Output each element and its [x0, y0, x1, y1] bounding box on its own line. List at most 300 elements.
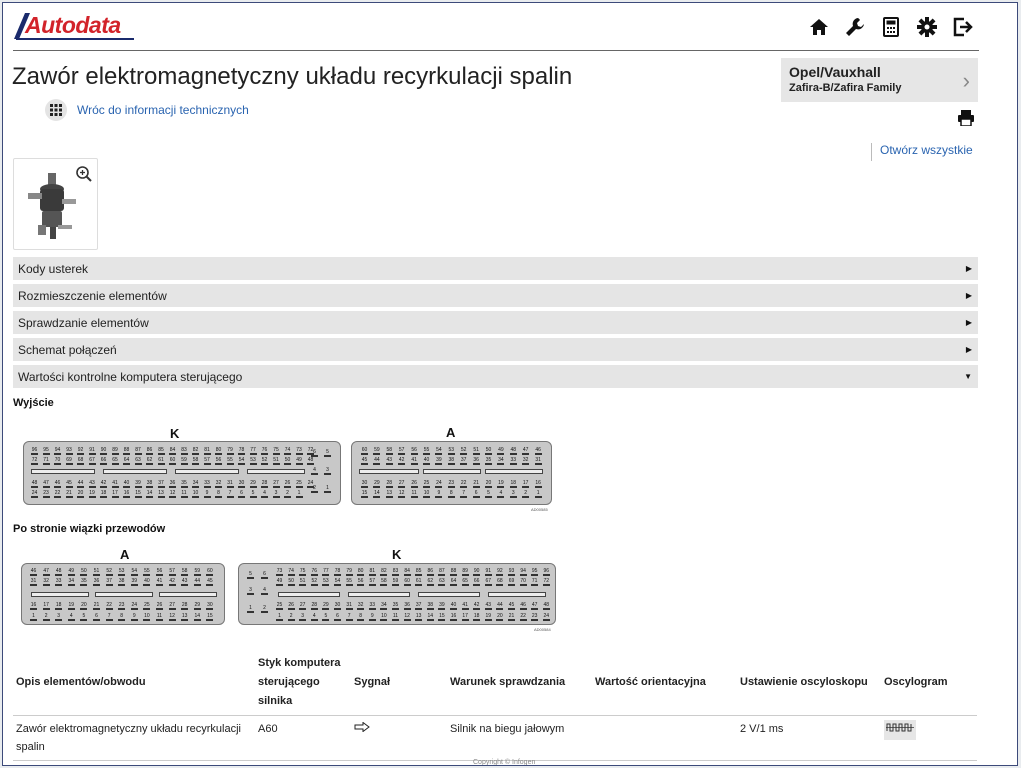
connector-pin: 10 [423, 490, 430, 496]
connector-pin: 44 [497, 602, 503, 608]
column-header: Warunek sprawdzania [447, 650, 592, 716]
home-icon[interactable] [805, 13, 833, 41]
waveform-icon[interactable] [884, 720, 916, 740]
connector-pin: 27 [273, 480, 279, 486]
connector-pin: 42 [100, 480, 107, 486]
connector-pin: 62 [146, 457, 153, 463]
connector-pin: 37 [415, 602, 422, 608]
connector-pin: 72 [543, 578, 550, 584]
connector-pin: 32 [357, 602, 364, 608]
connector-pin: 54 [436, 447, 442, 453]
connector-pin: 39 [131, 578, 138, 584]
accordion-ecu-values[interactable] [13, 365, 978, 388]
connector-pin: 10 [381, 613, 387, 619]
connector-pin: 60 [404, 578, 410, 584]
connector-pin: 42 [169, 578, 175, 584]
connector-pin: 71 [531, 578, 538, 584]
connector-pin: 57 [369, 578, 376, 584]
accordion-fault-codes[interactable] [13, 257, 978, 280]
connector-pin: 54 [131, 568, 138, 574]
connector-pin: 82 [381, 568, 387, 574]
connector-pin: 26 [284, 480, 291, 486]
connector-pin: 62 [427, 578, 434, 584]
connector-pin: 40 [450, 602, 457, 608]
connector-label: A [120, 547, 130, 562]
connector-pin: 6 [472, 490, 481, 496]
connector-pin: 91 [485, 568, 492, 574]
connector-pin: 25 [296, 480, 302, 486]
connector-pin: 49 [498, 447, 504, 453]
connector-pin: 73 [276, 568, 283, 574]
vehicle-selector[interactable] [781, 58, 978, 102]
connector-pin: 20 [485, 480, 492, 486]
connector-pin: 50 [485, 447, 492, 453]
connector-pin: 12 [404, 613, 410, 619]
connector-pin: 15 [207, 613, 213, 619]
connector-pin: 13 [386, 490, 393, 496]
connector-pin: 86 [427, 568, 434, 574]
connector-pin: 27 [169, 602, 175, 608]
connector-pin: 12 [169, 490, 176, 496]
connector-pin: 16 [535, 480, 541, 486]
accordion-label: Kody usterek [18, 261, 89, 276]
accordion-label: Sprawdzanie elementów [18, 315, 149, 330]
table-row [13, 716, 977, 761]
connector-pin: 37 [158, 480, 164, 486]
connector-pin: 69 [66, 457, 72, 463]
connector-pin: 2 [287, 613, 296, 619]
connector-pin: 10 [192, 490, 199, 496]
connector-pin: 38 [118, 578, 125, 584]
connector-pin: 68 [497, 578, 503, 584]
print-icon[interactable] [957, 110, 975, 126]
cell-pin: A60 [255, 716, 351, 761]
connector-pin: 3 [298, 613, 307, 619]
connector-pin: 17 [43, 602, 49, 608]
connector-pin: 14 [194, 613, 201, 619]
connector-pin: 11 [392, 613, 399, 619]
connector-pin: 76 [311, 568, 318, 574]
connector-pin: 18 [55, 602, 62, 608]
connector-pin: 2 [521, 490, 530, 496]
connector-pin: 63 [439, 578, 445, 584]
connector-pin: 3 [323, 467, 332, 473]
caret-down-icon: ▼ [964, 372, 972, 381]
connector-pin: 61 [415, 578, 422, 584]
connector-pin: 11 [411, 490, 417, 496]
connector-pin: 49 [276, 578, 283, 584]
connector-pin: 1 [29, 613, 38, 619]
connector-pin: 31 [346, 602, 352, 608]
connector-pin: 58 [192, 457, 199, 463]
connector-pin: 78 [238, 447, 245, 453]
logo-text: Autodata [25, 12, 121, 38]
connector-pin: 39 [135, 480, 141, 486]
vehicle-model: Zafira-B/Zafira Family [789, 82, 902, 94]
connector-pin: 87 [135, 447, 141, 453]
connector-pin: 39 [436, 457, 442, 463]
connector-pin: 73 [296, 447, 302, 453]
connector-pin: 55 [144, 568, 150, 574]
connector-pin: 45 [66, 480, 72, 486]
connector-pin: 2 [310, 485, 319, 491]
logo-underline [16, 37, 134, 41]
connector-pin: 11 [156, 613, 163, 619]
connector-pin: 25 [423, 480, 430, 486]
connector-pin: 32 [522, 457, 529, 463]
connector-pin: 47 [522, 447, 529, 453]
connector-diagram-a-output [351, 423, 561, 515]
connector-pin: 89 [462, 568, 468, 574]
connector-pin: 54 [334, 578, 341, 584]
connector-pin: 80 [215, 447, 222, 453]
connector-pin: 6 [260, 571, 269, 577]
connector-pin: 58 [386, 447, 393, 453]
connector-pin: 43 [181, 578, 188, 584]
connector-pin: 26 [156, 602, 163, 608]
connector-pin: 39 [439, 602, 445, 608]
connector-pin: 17 [522, 480, 529, 486]
connector-pin: 2 [283, 490, 292, 496]
connector-pin: 35 [485, 457, 492, 463]
connector-slot [359, 469, 419, 474]
connector-pin: 9 [203, 490, 212, 496]
connector-pin: 60 [169, 457, 176, 463]
caret-right-icon: ▶ [965, 291, 972, 300]
connector-pin: 7 [459, 490, 468, 496]
caret-right-icon: ▶ [965, 345, 972, 354]
connector-pin: 59 [374, 447, 380, 453]
connector-pin: 68 [77, 457, 84, 463]
connector-pin: 21 [93, 602, 100, 608]
gear-icon[interactable] [913, 13, 941, 41]
connector-pin: 11 [181, 490, 187, 496]
connector-pin: 50 [81, 568, 87, 574]
connector-pin: 60 [207, 568, 213, 574]
connector-pin: 56 [215, 457, 222, 463]
connector-pin: 82 [192, 447, 199, 453]
connector-pin: 24 [307, 480, 314, 486]
connector-pin: 34 [498, 457, 504, 463]
connector-pin: 20 [497, 613, 503, 619]
connector-pin: 35 [392, 602, 399, 608]
connector-pin: 30 [238, 480, 245, 486]
connector-pin: 77 [323, 568, 329, 574]
connector-pin: 78 [334, 568, 341, 574]
connector-pin: 10 [144, 613, 150, 619]
connector-pin: 28 [181, 602, 188, 608]
connector-pin: 3 [54, 613, 63, 619]
connector-pin: 33 [204, 480, 210, 486]
connector-label: K [392, 547, 402, 562]
connector-pin: 75 [273, 447, 279, 453]
connector-pin: 16 [30, 602, 37, 608]
connector-pin: 8 [214, 490, 223, 496]
connector-pin: 38 [427, 602, 434, 608]
connector-pin: 35 [81, 578, 87, 584]
column-header: Styk komputera sterującego silnika [255, 650, 351, 716]
connector-pin: 41 [411, 457, 417, 463]
logout-icon[interactable] [949, 13, 977, 41]
cell-scope: 2 V/1 ms [737, 716, 881, 761]
connector-pin: 6 [92, 613, 101, 619]
connector-pin: 88 [123, 447, 130, 453]
connector-pin: 44 [374, 457, 380, 463]
ecu-values-table [13, 650, 977, 761]
connector-pin: 5 [323, 449, 332, 455]
column-header: Oscylogram [881, 650, 977, 716]
connector-pin: 41 [156, 578, 163, 584]
connector-pin: 20 [81, 602, 87, 608]
connector-pin: 34 [381, 602, 387, 608]
connector-pin: 23 [531, 613, 538, 619]
connector-pin: 31 [30, 578, 37, 584]
connector-pin: 38 [448, 457, 455, 463]
connector-pin: 79 [227, 447, 233, 453]
open-all-link[interactable]: Otwórz wszystkie [871, 143, 973, 161]
connector-pin: 58 [181, 568, 188, 574]
connector-pin: 57 [204, 457, 210, 463]
connector-pin: 70 [520, 578, 526, 584]
connector-pin: 5 [484, 490, 493, 496]
connector-pin: 92 [497, 568, 503, 574]
connector-pin: 2 [42, 613, 51, 619]
connector-pin: 4 [260, 490, 269, 496]
connector-pin: 19 [89, 490, 95, 496]
connector-pin: 74 [284, 447, 291, 453]
connector-pin: 56 [156, 568, 163, 574]
connector-pin: 63 [135, 457, 141, 463]
connector-pin: 57 [398, 447, 405, 453]
caret-right-icon: ▶ [965, 264, 972, 273]
connector-pin: 1 [275, 613, 284, 619]
connector-pin: 21 [66, 490, 72, 496]
connector-slot [31, 469, 95, 474]
connector-pin: 4 [67, 613, 76, 619]
connector-pin: 4 [260, 587, 269, 593]
connector-pin: 43 [89, 480, 95, 486]
connector-pin: 44 [194, 578, 201, 584]
connector-pin: 26 [288, 602, 294, 608]
connector-slot [423, 469, 481, 474]
connector-pin: 74 [288, 568, 294, 574]
accordion-label: Rozmieszczenie elementów [18, 288, 167, 303]
column-header: Ustawienie oscyloskopu [737, 650, 881, 716]
accordion-component-testing[interactable] [13, 311, 978, 334]
connector-pin: 38 [146, 480, 153, 486]
zoom-in-icon[interactable] [75, 165, 93, 183]
vehicle-make: Opel/Vauxhall [789, 64, 881, 80]
connector-pin: 14 [146, 490, 153, 496]
connector-pin: 50 [288, 578, 294, 584]
connector-pin: 4 [310, 467, 319, 473]
wrench-icon[interactable] [841, 13, 869, 41]
connector-pin: 45 [207, 578, 213, 584]
connector-pin: 89 [112, 447, 118, 453]
connector-pin: 55 [346, 578, 352, 584]
arrow-right-icon [354, 722, 370, 732]
connector-slot [31, 592, 89, 597]
connector-pin: 14 [374, 490, 380, 496]
component-thumbnail[interactable] [13, 158, 98, 250]
connector-pin: 26 [411, 480, 417, 486]
connector-pin: 36 [93, 578, 100, 584]
connector-pin: 12 [398, 490, 405, 496]
connector-pin: 2 [260, 605, 269, 611]
connector-pin: 24 [131, 602, 138, 608]
connector-pin: 29 [250, 480, 256, 486]
connector-pin: 8 [356, 613, 365, 619]
connector-pin: 5 [249, 490, 258, 496]
connector-pin: 66 [473, 578, 480, 584]
connector-pin: 48 [31, 480, 38, 486]
connector-slot [247, 469, 305, 474]
connector-pin: 49 [68, 568, 75, 574]
connector-pin: 29 [374, 480, 380, 486]
connector-pin: 18 [100, 490, 107, 496]
connector-pin: 5 [321, 613, 330, 619]
accordion-wiring-diagram[interactable] [13, 338, 978, 361]
connector-pin: 29 [194, 602, 201, 608]
connector-pin: 56 [357, 578, 364, 584]
connector-pin: 36 [473, 457, 479, 463]
connector-pin: 64 [450, 578, 457, 584]
connector-pin: 46 [30, 568, 37, 574]
connector-pin: 19 [68, 602, 75, 608]
connector-pin: 37 [460, 457, 467, 463]
connector-pin: 94 [520, 568, 526, 574]
cell-condition: Silnik na biegu jałowym [447, 716, 592, 761]
connector-pin: 86 [146, 447, 153, 453]
connector-pin: 7 [345, 613, 354, 619]
copyright: Copyright © Infogen [473, 759, 536, 766]
cell-waveform [881, 716, 977, 761]
connector-pin: 13 [415, 613, 422, 619]
connector-pin: 67 [89, 457, 95, 463]
connector-pin: 7 [226, 490, 235, 496]
connector-pin: 17 [462, 613, 468, 619]
connector-pin: 8 [447, 490, 456, 496]
connector-pin: 67 [485, 578, 492, 584]
connector-pin: 43 [485, 602, 492, 608]
connector-pin: 19 [498, 480, 504, 486]
connector-pin: 76 [261, 447, 268, 453]
connector-pin: 34 [68, 578, 75, 584]
connector-slot [488, 592, 546, 597]
connector-pin: 23 [43, 490, 49, 496]
page-title: Zawór elektromagnetyczny układu recyrkulacji spalin [12, 63, 573, 90]
connector-pin: 53 [250, 457, 256, 463]
connector-pin: 32 [215, 480, 222, 486]
connector-pin: 3 [246, 587, 255, 593]
connector-pin: 53 [323, 578, 329, 584]
connector-pin: 16 [123, 490, 130, 496]
connector-slot [103, 469, 167, 474]
top-toolbar [805, 13, 977, 41]
accordion-label: Wartości kontrolne komputera sterującego [18, 369, 243, 384]
connector-label: K [170, 426, 180, 441]
column-header: Sygnał [351, 650, 447, 716]
connector-pin: 46 [520, 602, 526, 608]
connector-pin: 17 [112, 490, 118, 496]
back-link-text[interactable]: Wróc do informacji technicznych [77, 103, 249, 117]
calculator-icon[interactable] [877, 13, 905, 41]
connector-pin: 60 [361, 447, 368, 453]
connector-pin: 24 [436, 480, 442, 486]
connector-diagram-a-harness [21, 545, 231, 635]
connector-pin: 54 [238, 457, 245, 463]
connector-pin: 24 [543, 613, 550, 619]
connector-slot [278, 592, 340, 597]
connector-pin: 18 [510, 480, 517, 486]
autodata-logo[interactable] [13, 11, 138, 43]
connector-pin: 84 [169, 447, 176, 453]
connector-pin: 30 [334, 602, 341, 608]
connector-pin: 88 [450, 568, 457, 574]
cell-reference [592, 716, 737, 761]
column-header: Opis elementów/obwodu [13, 650, 255, 716]
connector-pin: 79 [346, 568, 352, 574]
connector-pin: 9 [434, 490, 443, 496]
connector-pin: 40 [123, 480, 130, 486]
connector-pin: 69 [508, 578, 515, 584]
page-frame [2, 2, 1018, 766]
connector-pin: 6 [333, 613, 342, 619]
connector-pin: 46 [535, 447, 541, 453]
connector-pin: 9 [368, 613, 377, 619]
connector-pin: 1 [323, 485, 332, 491]
connector-pin: 91 [89, 447, 95, 453]
connector-pin: 22 [54, 490, 61, 496]
connector-pin: 81 [369, 568, 376, 574]
connector-pin: 52 [106, 568, 112, 574]
connector-pin: 5 [79, 613, 88, 619]
connector-slot [159, 592, 217, 597]
header-divider [13, 50, 979, 51]
output-heading: Wyjście [13, 397, 54, 409]
connector-pin: 55 [423, 447, 430, 453]
connector-label: A [446, 425, 456, 440]
accordion [13, 257, 978, 392]
connector-pin: 9 [130, 613, 139, 619]
connector-pin: 65 [112, 457, 118, 463]
connector-diagram-k-output [23, 423, 343, 513]
connector-pin: 16 [450, 613, 457, 619]
connector-pin: 43 [386, 457, 393, 463]
connector-pin: 48 [543, 602, 550, 608]
connector-pin: 47 [43, 480, 49, 486]
connector-pin: 77 [250, 447, 256, 453]
connector-pin: 13 [181, 613, 188, 619]
connector-pin: 92 [77, 447, 84, 453]
connector-pin: 22 [520, 613, 526, 619]
connector-pin: 3 [272, 490, 281, 496]
caret-right-icon: ▶ [965, 318, 972, 327]
connector-pin: 70 [54, 457, 61, 463]
accordion-component-location[interactable] [13, 284, 978, 307]
connector-pin: 21 [473, 480, 479, 486]
connector-pin: 93 [508, 568, 515, 574]
connector-pin: 59 [194, 568, 201, 574]
back-link[interactable] [45, 99, 249, 121]
connector-pin: 51 [273, 457, 279, 463]
chevron-right-icon: › [962, 68, 970, 93]
grid-icon[interactable] [45, 99, 67, 121]
accordion-label: Schemat połączeń [18, 342, 117, 357]
connector-pin: 8 [117, 613, 126, 619]
connector-pin: 6 [237, 490, 246, 496]
connector-pin: 47 [531, 602, 538, 608]
